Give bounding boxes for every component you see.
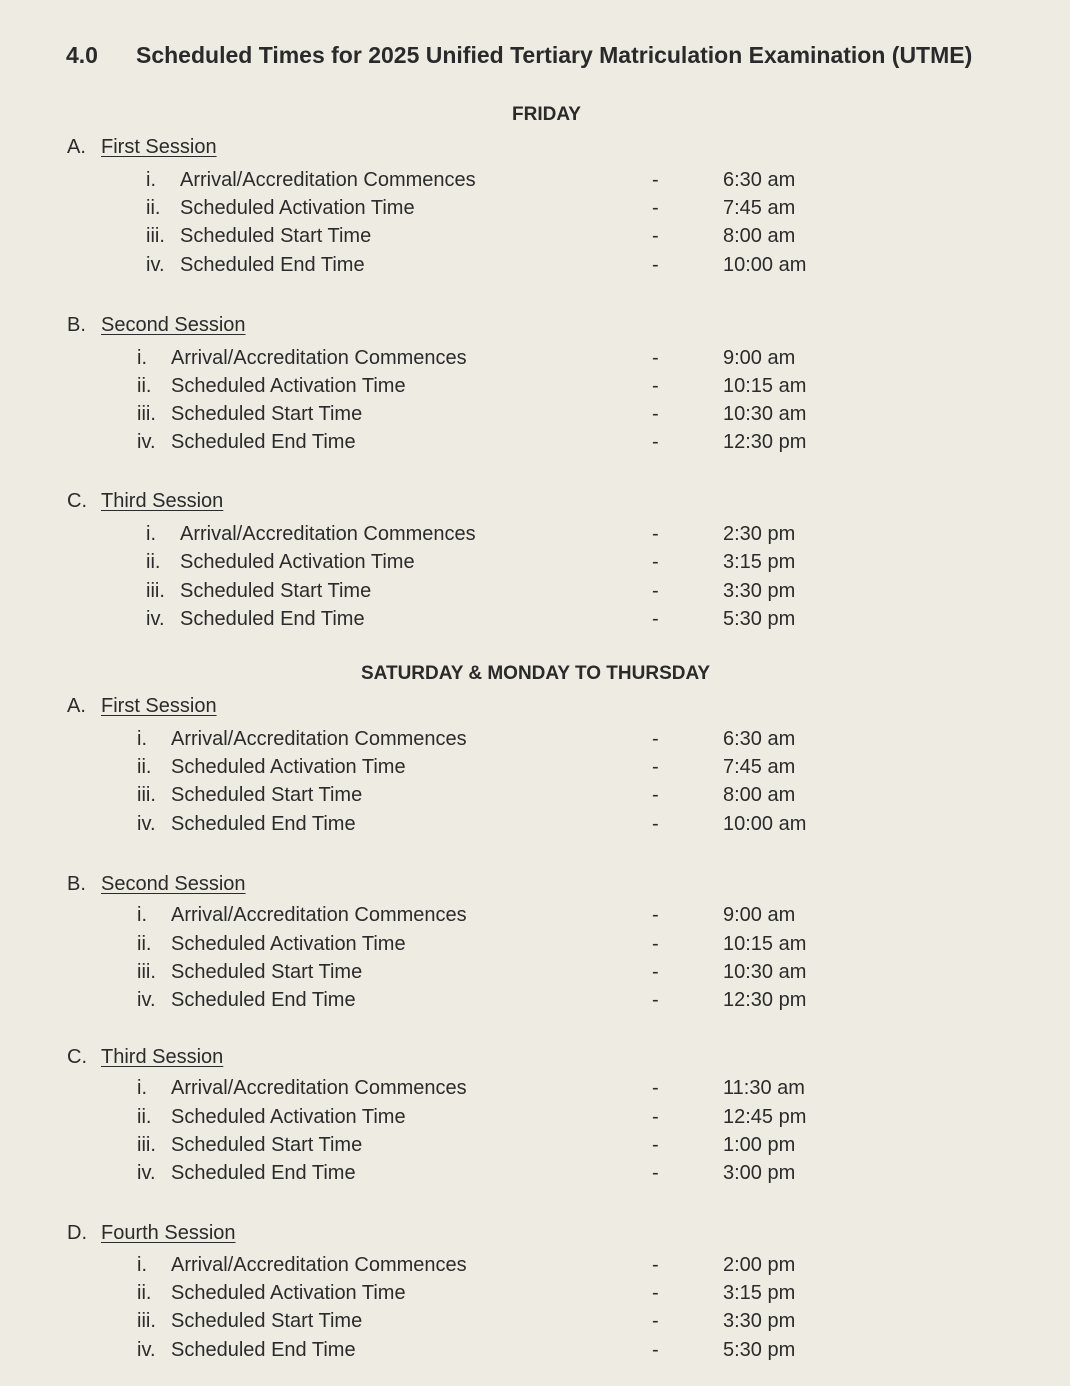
item-time: 9:00 am: [723, 347, 796, 369]
item-number: iv.: [137, 989, 156, 1011]
schedule-item: [0, 989, 1070, 1017]
item-time: 2:30 pm: [723, 523, 796, 545]
item-separator: -: [652, 225, 659, 247]
item-time: 9:00 am: [723, 904, 796, 926]
schedule-item: [0, 933, 1070, 961]
item-separator: -: [652, 961, 659, 983]
item-time: 10:30 am: [723, 961, 807, 983]
schedule-item: [0, 728, 1070, 756]
item-number: i.: [137, 728, 147, 750]
item-separator: -: [652, 375, 659, 397]
item-time: 3:15 pm: [723, 551, 796, 573]
session-name: Third Session: [101, 490, 224, 512]
item-separator: -: [652, 169, 659, 191]
schedule-item: [0, 1310, 1070, 1338]
document-heading: [66, 42, 972, 69]
item-label: Scheduled Activation Time: [180, 551, 415, 573]
item-number: i.: [137, 1254, 147, 1276]
item-separator: -: [652, 989, 659, 1011]
item-number: iii.: [137, 403, 156, 425]
item-label: Scheduled End Time: [180, 254, 365, 276]
item-label: Scheduled End Time: [180, 608, 365, 630]
item-number: i.: [137, 347, 147, 369]
item-label: Scheduled Start Time: [180, 225, 372, 247]
session-heading: [67, 695, 217, 718]
item-number: ii.: [146, 551, 161, 573]
schedule-item: [0, 197, 1070, 225]
item-time: 12:30 pm: [723, 989, 807, 1011]
session-letter: B.: [67, 873, 86, 895]
session-name: Third Session: [101, 1046, 224, 1068]
session-letter: C.: [67, 1046, 87, 1068]
item-label: Arrival/Accreditation Commences: [180, 169, 476, 191]
schedule-item: [0, 784, 1070, 812]
item-number: iii.: [146, 580, 165, 602]
item-time: 12:30 pm: [723, 431, 807, 453]
heading-number: 4.0: [66, 42, 98, 68]
item-label: Scheduled End Time: [171, 989, 356, 1011]
schedule-item: [0, 347, 1070, 375]
session-letter: B.: [67, 314, 86, 336]
item-time: 6:30 am: [723, 728, 796, 750]
item-number: iii.: [137, 961, 156, 983]
session-letter: D.: [67, 1222, 87, 1244]
item-number: i.: [146, 169, 156, 191]
schedule-item: [0, 1339, 1070, 1367]
session-heading: [67, 136, 217, 159]
item-time: 1:00 pm: [723, 1134, 796, 1156]
item-separator: -: [652, 1106, 659, 1128]
item-number: iv.: [146, 608, 165, 630]
schedule-item: [0, 225, 1070, 253]
item-separator: -: [652, 347, 659, 369]
item-time: 3:30 pm: [723, 580, 796, 602]
item-label: Scheduled Start Time: [171, 403, 363, 425]
item-time: 12:45 pm: [723, 1106, 807, 1128]
item-label: Scheduled End Time: [171, 431, 356, 453]
item-number: iv.: [137, 431, 156, 453]
item-time: 10:00 am: [723, 813, 807, 835]
item-label: Scheduled Activation Time: [171, 1106, 406, 1128]
item-number: ii.: [137, 933, 152, 955]
item-label: Arrival/Accreditation Commences: [171, 1077, 467, 1099]
item-number: ii.: [137, 375, 152, 397]
schedule-item: [0, 904, 1070, 932]
schedule-item: [0, 1282, 1070, 1310]
item-separator: -: [652, 933, 659, 955]
item-number: iii.: [137, 1310, 156, 1332]
item-number: iv.: [137, 813, 156, 835]
session-heading: [67, 314, 246, 337]
item-label: Arrival/Accreditation Commences: [171, 904, 467, 926]
schedule-item: [0, 1254, 1070, 1282]
schedule-item: [0, 756, 1070, 784]
session-name: First Session: [101, 136, 217, 158]
item-separator: -: [652, 1254, 659, 1276]
session-heading: [67, 873, 246, 896]
day-heading: SATURDAY & MONDAY TO THURSDAY: [361, 663, 711, 684]
item-separator: -: [652, 1134, 659, 1156]
item-label: Arrival/Accreditation Commences: [171, 347, 467, 369]
schedule-item: [0, 1162, 1070, 1190]
item-time: 3:15 pm: [723, 1282, 796, 1304]
item-label: Arrival/Accreditation Commences: [171, 728, 467, 750]
item-separator: -: [652, 580, 659, 602]
item-time: 5:30 pm: [723, 1339, 796, 1361]
item-separator: -: [652, 1310, 659, 1332]
item-number: iv.: [146, 254, 165, 276]
session-letter: A.: [67, 695, 86, 717]
item-separator: -: [652, 1282, 659, 1304]
item-label: Scheduled Start Time: [180, 580, 372, 602]
item-number: i.: [146, 523, 156, 545]
item-time: 5:30 pm: [723, 608, 796, 630]
item-separator: -: [652, 904, 659, 926]
item-label: Scheduled Start Time: [171, 784, 363, 806]
item-label: Scheduled End Time: [171, 813, 356, 835]
session-heading: [67, 1222, 236, 1245]
session-name: Second Session: [101, 873, 246, 895]
schedule-item: [0, 169, 1070, 197]
heading-text: Scheduled Times for 2025 Unified Tertiary Matriculation Examination (UTME): [136, 42, 973, 68]
item-label: Scheduled Start Time: [171, 961, 363, 983]
item-separator: -: [652, 608, 659, 630]
item-time: 11:30 am: [723, 1077, 805, 1099]
item-separator: -: [652, 403, 659, 425]
session-letter: C.: [67, 490, 87, 512]
item-time: 10:15 am: [723, 375, 807, 397]
schedule-item: [0, 254, 1070, 282]
schedule-item: [0, 403, 1070, 431]
item-separator: -: [652, 784, 659, 806]
schedule-item: [0, 580, 1070, 608]
item-number: i.: [137, 904, 147, 926]
item-separator: -: [652, 813, 659, 835]
session-letter: A.: [67, 136, 86, 158]
item-time: 8:00 am: [723, 784, 796, 806]
item-label: Scheduled End Time: [171, 1339, 356, 1361]
item-label: Arrival/Accreditation Commences: [171, 1254, 467, 1276]
item-label: Arrival/Accreditation Commences: [180, 523, 476, 545]
schedule-item: [0, 551, 1070, 579]
schedule-item: [0, 961, 1070, 989]
item-number: i.: [137, 1077, 147, 1099]
item-label: Scheduled Start Time: [171, 1134, 363, 1156]
item-separator: -: [652, 1339, 659, 1361]
item-separator: -: [652, 523, 659, 545]
item-time: 3:00 pm: [723, 1162, 796, 1184]
item-label: Scheduled End Time: [171, 1162, 356, 1184]
item-number: ii.: [137, 756, 152, 778]
item-time: 10:15 am: [723, 933, 807, 955]
item-time: 10:00 am: [723, 254, 807, 276]
item-label: Scheduled Activation Time: [171, 756, 406, 778]
session-name: Second Session: [101, 314, 246, 336]
schedule-item: [0, 1106, 1070, 1134]
item-separator: -: [652, 551, 659, 573]
item-number: ii.: [137, 1106, 152, 1128]
item-separator: -: [652, 1077, 659, 1099]
item-separator: -: [652, 197, 659, 219]
item-label: Scheduled Activation Time: [180, 197, 415, 219]
schedule-item: [0, 431, 1070, 459]
item-time: 8:00 am: [723, 225, 796, 247]
item-time: 10:30 am: [723, 403, 807, 425]
item-number: iii.: [146, 225, 165, 247]
session-name: First Session: [101, 695, 217, 717]
item-number: iv.: [137, 1162, 156, 1184]
item-separator: -: [652, 728, 659, 750]
schedule-item: [0, 1134, 1070, 1162]
day-heading: FRIDAY: [512, 104, 581, 125]
item-separator: -: [652, 254, 659, 276]
schedule-item: [0, 608, 1070, 636]
item-time: 6:30 am: [723, 169, 796, 191]
item-label: Scheduled Activation Time: [171, 933, 406, 955]
item-separator: -: [652, 756, 659, 778]
item-number: iii.: [137, 1134, 156, 1156]
schedule-item: [0, 375, 1070, 403]
schedule-item: [0, 523, 1070, 551]
item-number: ii.: [146, 197, 161, 219]
item-separator: -: [652, 431, 659, 453]
item-time: 7:45 am: [723, 756, 796, 778]
item-number: ii.: [137, 1282, 152, 1304]
item-time: 7:45 am: [723, 197, 796, 219]
item-time: 3:30 pm: [723, 1310, 796, 1332]
schedule-item: [0, 1077, 1070, 1105]
schedule-item: [0, 813, 1070, 841]
session-name: Fourth Session: [101, 1222, 236, 1244]
item-number: iv.: [137, 1339, 156, 1361]
session-heading: [67, 490, 223, 513]
item-time: 2:00 pm: [723, 1254, 796, 1276]
item-label: Scheduled Start Time: [171, 1310, 363, 1332]
item-label: Scheduled Activation Time: [171, 375, 406, 397]
session-heading: [67, 1046, 223, 1069]
item-number: iii.: [137, 784, 156, 806]
item-separator: -: [652, 1162, 659, 1184]
item-label: Scheduled Activation Time: [171, 1282, 406, 1304]
